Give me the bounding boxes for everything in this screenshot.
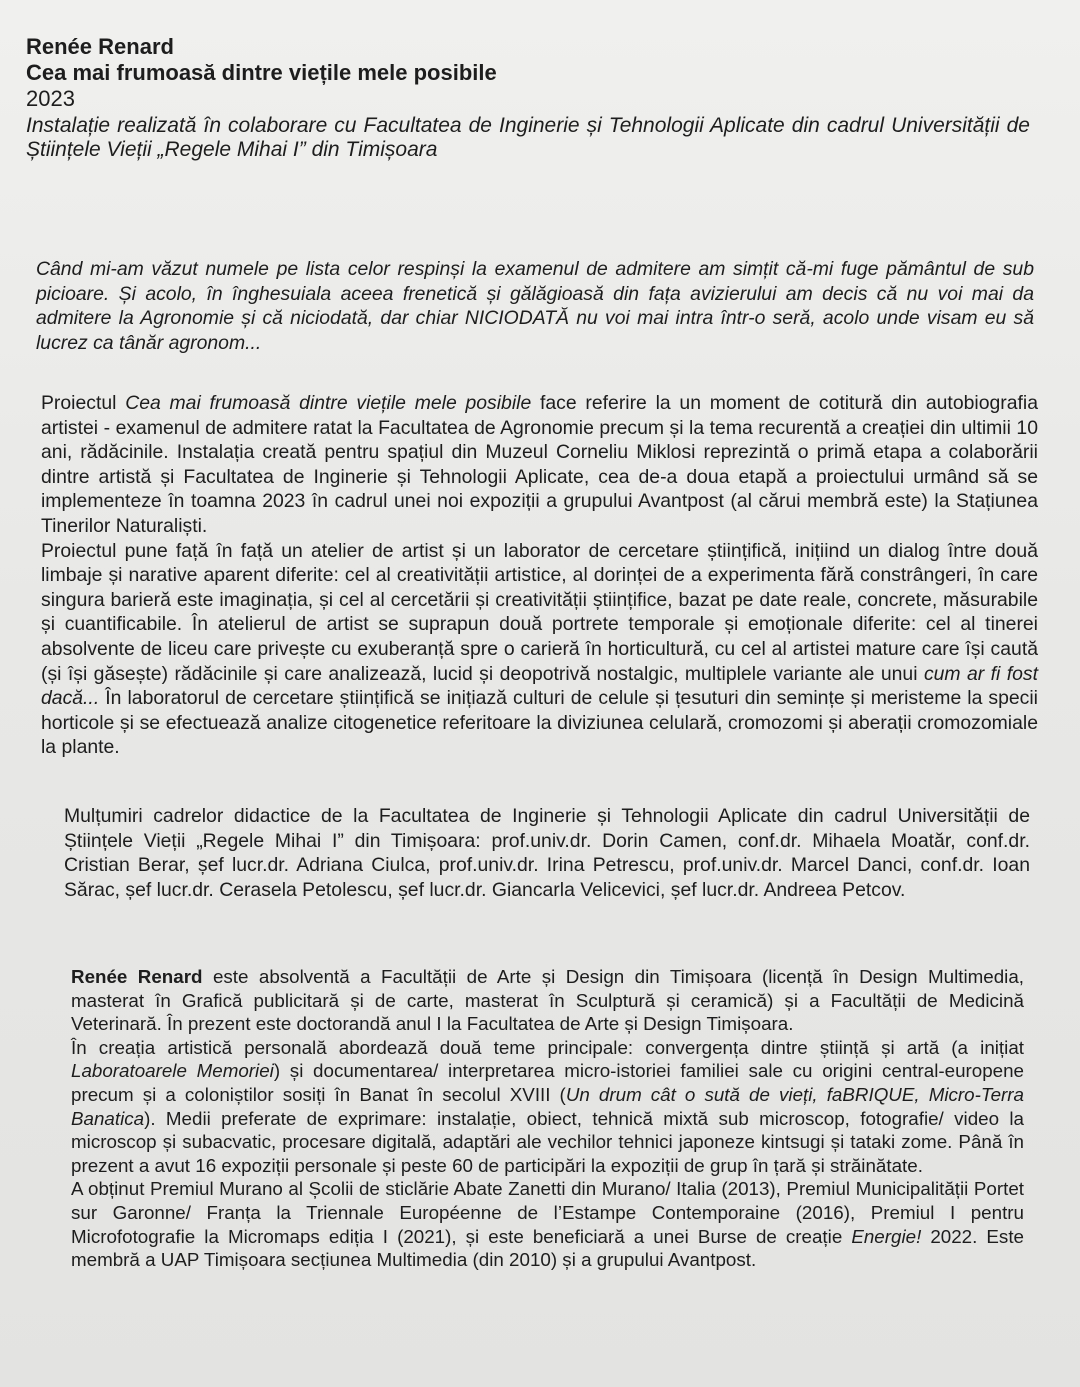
bio-artist-name: Renée Renard <box>71 966 203 987</box>
bio-paragraph-2: În creația artistică personală abordează două teme principale: convergența dintre știință și artă (a inițiat Laboratoarele Memoriei) și documentarea/ interpretarea micro-istoriei familiei sale cu origini central-europene precum și a coloniștilor sosiți în Banat în secolul XVIII (Un drum cât o sută de vieți, faBRIQUE, Micro-Terra Banatica). Medii preferate de exprimare: instalație, obiect, tehnică mixtă sub microscop, fotografie/ video la microscop și subacvatic, procesare digitală, adaptări ale vechilor tehnici japoneze kintsugi și tataki zome. Până în prezent a avut 16 expoziții personale și peste 60 de participări la expoziții de grup în țară și străinătate. <box>71 1036 1025 1176</box>
project-paragraph-1: Proiectul Cea mai frumoasă dintre viețile mele posibile face referire la un moment de cotitură din autobiografia artistei - examenul de admitere ratat la Facultatea de Agronomie precum și la tema recurentă a creației din ultimii 10 ani, rădăcinile. Instalația creată pentru spațiul din Muzeul Corneliu Miklosi reprezintă o primă etapa a colaborării dintre artistă și Facultatea de Inginerie și Tehnologii Aplicate, cea de-a doua etapă a proiectului urmând să se implementeze în toamna 2023 în cadrul unei noi expoziții a grupului Avantpost (al cărui membră este) la Stațiunea Tinerilor Naturaliști. <box>41 392 1038 537</box>
project-paragraph-2: Proiectul pune față în față un atelier de artist și un laborator de cercetare științifică, inițiind un dialog între două limbaje și narative aparent diferite: cel al creativității artistice, al dorinței de a experimenta fără constrângeri, în care singura barieră este imaginația, și cel al cercetării și creativității științifice, bazat pe date reale, concrete, măsurabile și cuantificabile. În atelierul de artist se suprapun două portrete temporale și emoționale diferite: cel al tinerei absolvente de liceu care privește cu exuberanță spre o carieră în horticultură, cu cel al artistei mature care își caută (și își găsește) rădăcinile și care analizează, lucid și deopotrivă nostalgic, multiplele variante ale unui cum ar fi fost dacă... În laboratorul de cercetare științifică se inițiază culturi de celule și țesuturi din semințe și meristeme la specii horticole și se efectuează analize citogenetice referitoare la diviziunea celulară, cromozomi și aberații cromozomiale la plante. <box>41 539 1038 759</box>
work-year: 2023 <box>26 86 75 111</box>
work-subtitle: Instalație realizată în colaborare cu Facultatea de Inginerie și Tehnologii Aplicate din cadrul Universității de Științele Vieții „Regele Mihai I” din Timișoara <box>26 114 1030 161</box>
quote-paragraph: Când mi-am văzut numele pe lista celor respinși la examenul de admitere am simțit că-mi fuge pământul de sub picioare. Și acolo, în înghesuiala aceea frenetică și gălăgioasă din fața avizierului am decis că nu voi mai da admitere la Agronomie și că niciodată, dar chiar NICIODATĂ nu voi mai intra într-o seră, acolo unde visam eu să lucrez ca tânăr agronom... <box>36 258 1034 354</box>
author-name: Renée Renard <box>26 34 174 59</box>
cum-ar-fi-fost-italic: cum ar fi fost dacă... <box>41 662 1038 710</box>
work-title: Cea mai frumoasă dintre viețile mele posibile <box>26 60 497 85</box>
project-title-italic: Cea mai frumoasă dintre viețile mele posibile <box>125 392 532 414</box>
artist-biography <box>71 965 1024 1272</box>
bio-paragraph-3: A obținut Premiul Murano al Școlii de sticlărie Abate Zanetti din Murano/ Italia (2013), Premiul Municipalității Portet sur Garonne/ Franța la Triennale Européenne de l’Estampe Contemporaine (2016), Premiul I pentru Microfotografie la Micromaps ediția I (2021), și este beneficiară a unei Burse de creație Energie! 2022. Este membră a UAP Timișoara secțiunea Multimedia (din 2010) și a grupului Avantpost. <box>71 1178 1024 1271</box>
acknowledgements-paragraph: Mulțumiri cadrelor didactice de la Facultatea de Inginerie și Tehnologii Aplicate din cadrul Universității de Științele Vieții „Regele Mihai I” din Timișoara: prof.univ.dr. Dorin Camen, conf.dr. Mihaela Moatăr, conf.dr. Cristian Berar, șef lucr.dr. Adriana Ciulca, prof.univ.dr. Irina Petrescu, prof.univ.dr. Marcel Danci, conf.dr. Ioan Sărac, șef lucr.dr. Cerasela Petolescu, șef lucr.dr. Giancarla Velicevici, șef lucr.dr. Andreea Petcov. <box>64 805 1030 901</box>
project-description <box>41 391 1038 760</box>
bio-paragraph-1: Renée Renard este absolventă a Facultății de Arte și Design din Timișoara (licență în Design Multimedia, masterat în Grafică publicitară și de carte, masterat în Sculptură și ceramică) și a Facultății de Medicină Veterinară. În prezent este doctorandă anul I la Facultatea de Arte și Design Timișoara. <box>71 966 1024 1035</box>
header <box>26 34 1030 162</box>
